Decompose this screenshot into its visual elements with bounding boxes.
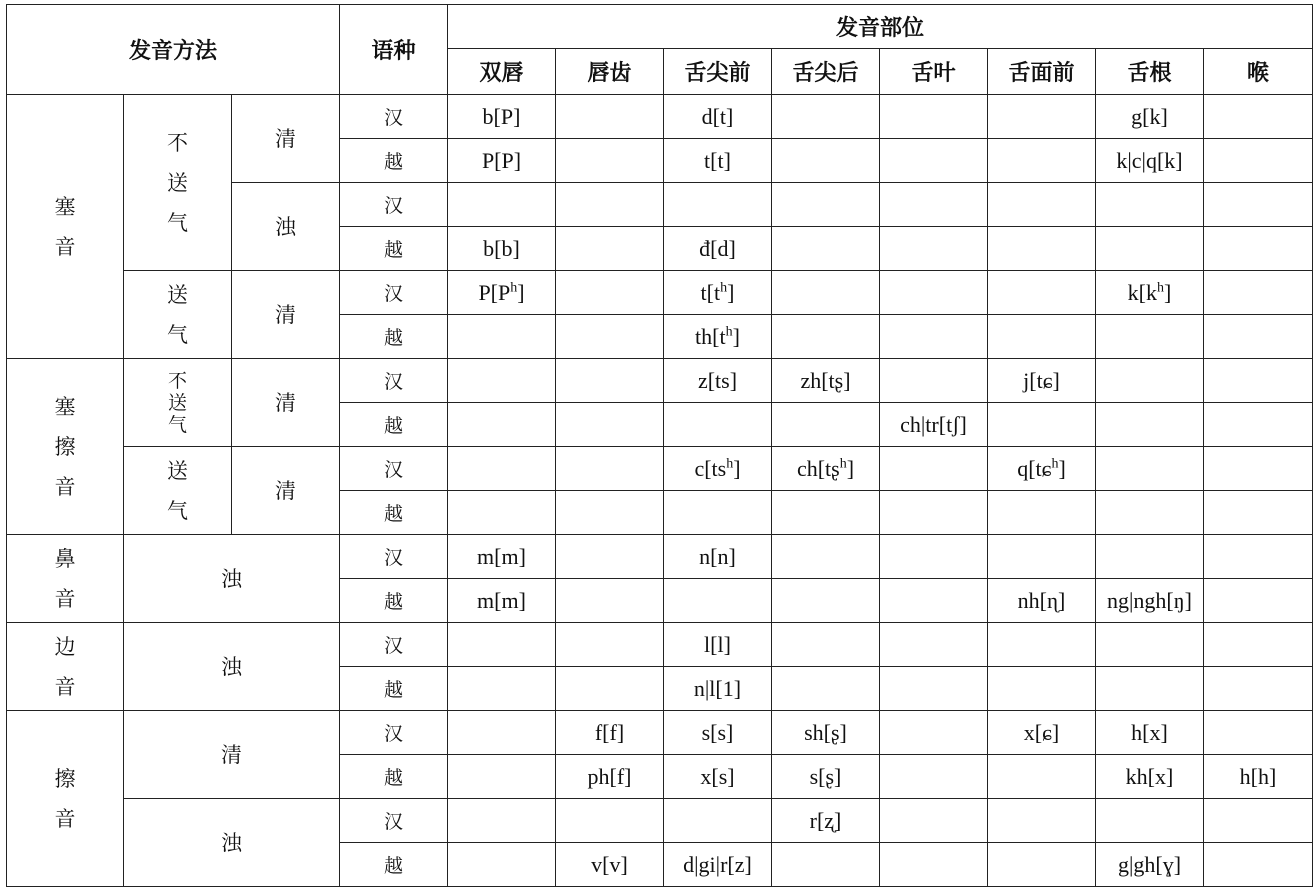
cell <box>772 491 880 535</box>
cell <box>988 755 1096 799</box>
cell: b[b] <box>448 227 556 271</box>
cell <box>448 623 556 667</box>
place-header: 发音部位 <box>448 5 1313 49</box>
cell <box>1204 843 1313 887</box>
cell <box>1096 403 1204 447</box>
lang-han: 汉 <box>340 535 448 579</box>
cell: j[tɕ] <box>988 359 1096 403</box>
cell: b[P] <box>448 95 556 139</box>
cell <box>1096 183 1204 227</box>
lang-han: 汉 <box>340 359 448 403</box>
cell: ch[tʂ$^h$] <box>772 447 880 491</box>
affricate-char-2: 擦 <box>54 434 76 459</box>
aspirated-label <box>124 447 232 535</box>
lang-han: 汉 <box>340 447 448 491</box>
cell <box>1096 447 1204 491</box>
cell <box>772 843 880 887</box>
cell <box>880 447 988 491</box>
cell: m[m] <box>448 579 556 623</box>
cell <box>988 315 1096 359</box>
affricate-char-3: 音 <box>54 474 76 499</box>
cell <box>1204 315 1313 359</box>
col-dental-back: 舌尖后 <box>772 49 880 95</box>
cell <box>772 623 880 667</box>
unasp-char-1: 不 <box>167 369 187 392</box>
nasal-char-1: 鼻 <box>54 546 76 571</box>
cell <box>988 139 1096 183</box>
cell <box>556 623 664 667</box>
voiceless-label: 清 <box>232 447 340 535</box>
nasal-label <box>7 535 124 623</box>
cell <box>1204 491 1313 535</box>
voiceless-label: 清 <box>232 95 340 183</box>
asp-char-2: 气 <box>167 498 188 523</box>
cell: sh[ʂ] <box>772 711 880 755</box>
cell <box>880 843 988 887</box>
cell: k|c|q[k] <box>1096 139 1204 183</box>
cell: nh[ɳ] <box>988 579 1096 623</box>
cell <box>988 403 1096 447</box>
lang-han: 汉 <box>340 183 448 227</box>
cell: zh[tʂ] <box>772 359 880 403</box>
cell <box>1096 535 1204 579</box>
lang-yue: 越 <box>340 315 448 359</box>
cell: s[ʂ] <box>772 755 880 799</box>
cell <box>556 271 664 315</box>
cell <box>772 139 880 183</box>
cell <box>664 403 772 447</box>
cell <box>448 843 556 887</box>
lang-han: 汉 <box>340 271 448 315</box>
cell: $k[k^h]$ <box>1096 271 1204 315</box>
cell <box>1204 139 1313 183</box>
cell: n|l[1] <box>664 667 772 711</box>
cell <box>1096 227 1204 271</box>
cell <box>772 403 880 447</box>
affricate-label <box>7 359 124 535</box>
cell <box>880 183 988 227</box>
voiced-label: 浊 <box>124 535 340 623</box>
voiceless-label: 清 <box>232 271 340 359</box>
cell <box>1204 271 1313 315</box>
cell <box>988 95 1096 139</box>
cell: h[h] <box>1204 755 1313 799</box>
cell <box>1204 183 1313 227</box>
cell <box>556 667 664 711</box>
cell <box>448 183 556 227</box>
cell <box>988 535 1096 579</box>
lang-yue: 越 <box>340 579 448 623</box>
cell <box>556 227 664 271</box>
unasp-char-3: 气 <box>167 210 188 235</box>
cell: g|gh[ɣ] <box>1096 843 1204 887</box>
voiceless-label: 清 <box>124 711 340 799</box>
cell: $P[P^h]$ <box>448 271 556 315</box>
col-glottal: 喉 <box>1204 49 1313 95</box>
cell <box>1204 711 1313 755</box>
cell: x[ɕ] <box>988 711 1096 755</box>
cell: d[t] <box>664 95 772 139</box>
cell <box>448 315 556 359</box>
col-dental-front: 舌尖前 <box>664 49 772 95</box>
cell <box>772 183 880 227</box>
cell <box>880 755 988 799</box>
cell <box>556 139 664 183</box>
cell <box>1096 315 1204 359</box>
cell: f[f] <box>556 711 664 755</box>
cell <box>988 799 1096 843</box>
cell <box>1204 95 1313 139</box>
cell <box>664 579 772 623</box>
cell: P[P] <box>448 139 556 183</box>
voiceless-label: 清 <box>232 359 340 447</box>
asp-char-1: 送 <box>167 282 188 307</box>
affricate-char-1: 塞 <box>54 394 76 419</box>
cell <box>880 535 988 579</box>
aspirated-label <box>124 271 232 359</box>
cell <box>1204 623 1313 667</box>
cell <box>1204 667 1313 711</box>
fricative-char-2: 音 <box>54 806 76 831</box>
cell: $c[ts^h]$ <box>664 447 772 491</box>
col-velar: 舌根 <box>1096 49 1204 95</box>
cell <box>556 799 664 843</box>
cell <box>880 271 988 315</box>
cell <box>448 755 556 799</box>
stop-char-1: 塞 <box>54 194 76 219</box>
fricative-label <box>7 711 124 887</box>
cell <box>1204 799 1313 843</box>
cell: t[t] <box>664 139 772 183</box>
cell <box>1096 491 1204 535</box>
cell: $t[t^h]$ <box>664 271 772 315</box>
cell <box>664 491 772 535</box>
unasp-char-3: 气 <box>167 413 187 436</box>
cell <box>1204 359 1313 403</box>
cell <box>880 799 988 843</box>
cell <box>772 535 880 579</box>
cell <box>1204 227 1313 271</box>
voiced-label: 浊 <box>124 623 340 711</box>
cell <box>448 799 556 843</box>
cell <box>664 183 772 227</box>
cell <box>556 95 664 139</box>
cell <box>988 271 1096 315</box>
cell <box>556 183 664 227</box>
cell: r[ʐ] <box>772 799 880 843</box>
cell <box>1204 579 1313 623</box>
cell: d|gi|r[z] <box>664 843 772 887</box>
col-prepalatal: 舌面前 <box>988 49 1096 95</box>
lateral-char-2: 音 <box>54 674 76 699</box>
method-header: 发音方法 <box>7 5 340 95</box>
cell <box>556 491 664 535</box>
cell <box>880 227 988 271</box>
cell <box>772 227 880 271</box>
cell <box>1096 359 1204 403</box>
asp-char-2: 气 <box>167 322 188 347</box>
cell <box>988 843 1096 887</box>
lang-yue: 越 <box>340 491 448 535</box>
cell <box>448 403 556 447</box>
voiced-label: 浊 <box>124 799 340 887</box>
cell <box>772 579 880 623</box>
cell: $th[t^h]$ <box>664 315 772 359</box>
cell <box>772 315 880 359</box>
phonetic-comparison-table <box>6 4 1313 887</box>
cell <box>1096 667 1204 711</box>
cell <box>880 491 988 535</box>
cell <box>988 667 1096 711</box>
lang-yue: 越 <box>340 843 448 887</box>
cell: ch|tr[tʃ] <box>880 403 988 447</box>
lateral-label <box>7 623 124 711</box>
col-labiodental: 唇齿 <box>556 49 664 95</box>
cell: m[m] <box>448 535 556 579</box>
cell <box>556 403 664 447</box>
cell: ph[f] <box>556 755 664 799</box>
cell: kh[x] <box>1096 755 1204 799</box>
cell: n[n] <box>664 535 772 579</box>
cell <box>1096 623 1204 667</box>
cell <box>772 95 880 139</box>
unasp-char-2: 送 <box>167 170 188 195</box>
fricative-char-1: 擦 <box>54 766 76 791</box>
cell <box>448 667 556 711</box>
cell <box>772 271 880 315</box>
lang-yue: 越 <box>340 667 448 711</box>
cell <box>880 579 988 623</box>
cell: h[x] <box>1096 711 1204 755</box>
cell: g[k] <box>1096 95 1204 139</box>
cell <box>556 579 664 623</box>
lateral-char-1: 边 <box>54 634 76 659</box>
unaspirated-label <box>124 95 232 271</box>
lang-yue: 越 <box>340 403 448 447</box>
stop-label <box>7 95 124 359</box>
lang-han: 汉 <box>340 95 448 139</box>
cell <box>556 315 664 359</box>
cell <box>448 447 556 491</box>
col-laminal: 舌叶 <box>880 49 988 95</box>
cell <box>1096 799 1204 843</box>
unasp-char-1: 不 <box>167 130 188 155</box>
cell <box>556 447 664 491</box>
cell: v[v] <box>556 843 664 887</box>
col-bilabial: 双唇 <box>448 49 556 95</box>
cell: s[s] <box>664 711 772 755</box>
cell <box>988 491 1096 535</box>
cell <box>448 491 556 535</box>
lang-yue: 越 <box>340 139 448 183</box>
lang-han: 汉 <box>340 799 448 843</box>
stop-char-2: 音 <box>54 234 76 259</box>
cell <box>880 95 988 139</box>
unaspirated-label <box>124 359 232 447</box>
cell: đ[d] <box>664 227 772 271</box>
asp-char-1: 送 <box>167 458 188 483</box>
cell <box>880 711 988 755</box>
cell <box>880 623 988 667</box>
cell <box>664 799 772 843</box>
cell <box>880 139 988 183</box>
cell: z[ts] <box>664 359 772 403</box>
cell: ng|ngh[ŋ] <box>1096 579 1204 623</box>
lang-han: 汉 <box>340 711 448 755</box>
language-header: 语种 <box>340 5 448 95</box>
cell <box>1204 403 1313 447</box>
cell <box>448 359 556 403</box>
cell <box>988 623 1096 667</box>
nasal-char-2: 音 <box>54 586 76 611</box>
cell <box>988 227 1096 271</box>
lang-han: 汉 <box>340 623 448 667</box>
cell <box>988 183 1096 227</box>
voiced-label: 浊 <box>232 183 340 271</box>
unasp-char-2: 送 <box>167 391 187 414</box>
cell <box>880 315 988 359</box>
cell: l[l] <box>664 623 772 667</box>
lang-yue: 越 <box>340 227 448 271</box>
cell <box>880 667 988 711</box>
cell <box>1204 447 1313 491</box>
cell <box>556 359 664 403</box>
cell <box>772 667 880 711</box>
lang-yue: 越 <box>340 755 448 799</box>
cell <box>1204 535 1313 579</box>
cell <box>880 359 988 403</box>
cell <box>556 535 664 579</box>
cell <box>448 711 556 755</box>
cell: x[s] <box>664 755 772 799</box>
cell: q[tɕ$^h$] <box>988 447 1096 491</box>
